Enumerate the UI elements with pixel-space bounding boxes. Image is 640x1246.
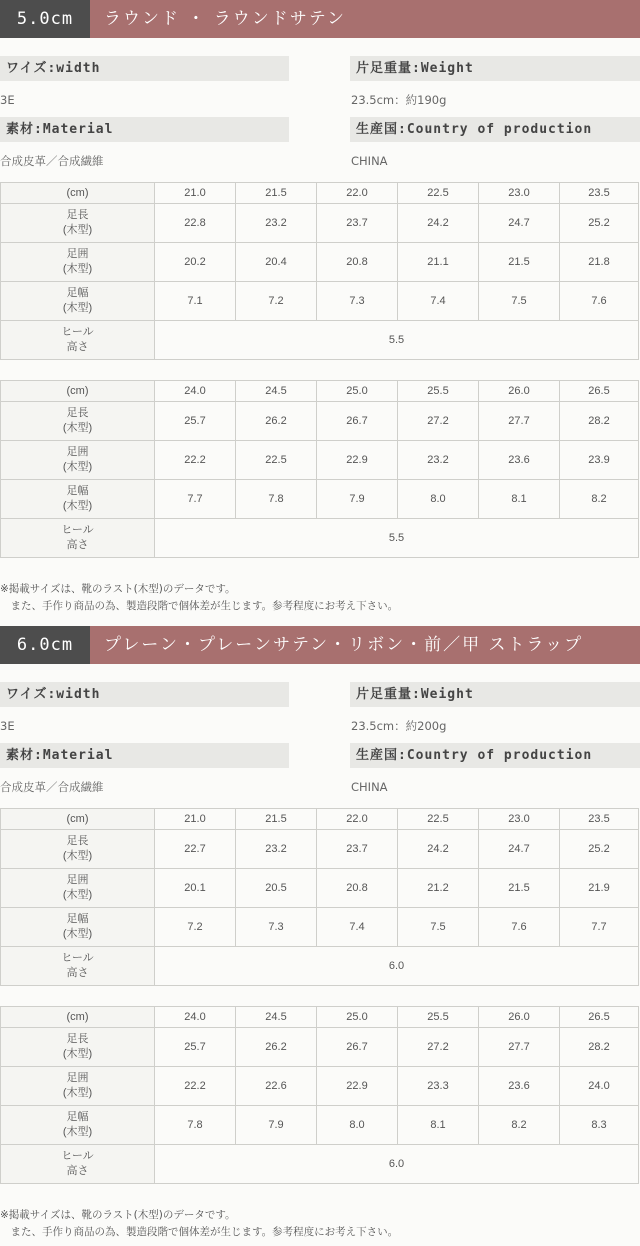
foot-length-row xyxy=(1,830,639,869)
row-label: 足囲 (木型) xyxy=(1,441,155,480)
size-cell: 25.0 xyxy=(317,381,398,402)
heel-height-tag: 5.0cm xyxy=(0,0,90,38)
row-label: 足囲 (木型) xyxy=(1,243,155,282)
weight-value: 23.5cm：約190g xyxy=(351,93,447,107)
value-cell: 27.2 xyxy=(398,402,479,441)
value-cell: 20.1 xyxy=(155,869,236,908)
section-header xyxy=(0,626,640,664)
value-cell: 20.8 xyxy=(317,243,398,282)
size-header-row xyxy=(1,809,639,830)
country-value: CHINA xyxy=(351,780,388,794)
row-label: 足囲 (木型) xyxy=(1,1067,155,1106)
size-cell: 25.0 xyxy=(317,1007,398,1028)
value-cell: 24.2 xyxy=(398,204,479,243)
value-cell: 28.2 xyxy=(560,1028,639,1067)
width-label: ワイズ:width xyxy=(0,682,289,707)
size-note: ※掲載サイズは、靴のラスト(木型)のデータです。 また、手作り商品の為、製造段階で個体差が生じます。参考程度にお考え下さい。 xyxy=(0,1209,399,1238)
size-cell: 22.0 xyxy=(317,183,398,204)
size-cell: 22.5 xyxy=(398,183,479,204)
value-cell: 24.7 xyxy=(479,204,560,243)
size-cell: 21.0 xyxy=(155,183,236,204)
value-cell: 20.8 xyxy=(317,869,398,908)
row-label: ヒール 高さ xyxy=(1,1145,155,1184)
value-cell: 26.7 xyxy=(317,1028,398,1067)
heel-height-value: 5.5 xyxy=(155,321,639,360)
value-cell: 26.2 xyxy=(236,402,317,441)
size-cell: 21.0 xyxy=(155,809,236,830)
size-table xyxy=(0,380,639,558)
size-cell: 25.5 xyxy=(398,381,479,402)
width-label: ワイズ:width xyxy=(0,56,289,81)
heel-height-value: 6.0 xyxy=(155,947,639,986)
value-cell: 7.7 xyxy=(155,480,236,519)
size-table xyxy=(0,1006,639,1184)
size-cell: 26.5 xyxy=(560,381,639,402)
value-cell: 7.6 xyxy=(479,908,560,947)
country-label: 生産国:Country of production xyxy=(350,117,640,142)
value-cell: 20.5 xyxy=(236,869,317,908)
weight-value: 23.5cm：約200g xyxy=(351,719,447,733)
heel-height-value: 6.0 xyxy=(155,1145,639,1184)
unit-cell: (cm) xyxy=(1,809,155,830)
value-cell: 28.2 xyxy=(560,402,639,441)
value-cell: 8.1 xyxy=(479,480,560,519)
value-cell: 8.1 xyxy=(398,1106,479,1145)
value-cell: 21.1 xyxy=(398,243,479,282)
value-cell: 25.7 xyxy=(155,1028,236,1067)
size-cell: 22.0 xyxy=(317,809,398,830)
value-cell: 24.7 xyxy=(479,830,560,869)
heel-height-row xyxy=(1,321,639,360)
size-section xyxy=(0,0,640,620)
value-cell: 23.7 xyxy=(317,830,398,869)
size-table xyxy=(0,182,639,360)
value-cell: 25.2 xyxy=(560,204,639,243)
value-cell: 7.5 xyxy=(398,908,479,947)
width-value: 3E xyxy=(0,93,15,107)
unit-cell: (cm) xyxy=(1,183,155,204)
row-label: 足幅 (木型) xyxy=(1,1106,155,1145)
value-cell: 7.2 xyxy=(236,282,317,321)
value-cell: 7.4 xyxy=(398,282,479,321)
value-cell: 7.3 xyxy=(317,282,398,321)
value-cell: 7.6 xyxy=(560,282,639,321)
value-cell: 7.2 xyxy=(155,908,236,947)
size-cell: 24.5 xyxy=(236,1007,317,1028)
value-cell: 7.7 xyxy=(560,908,639,947)
value-cell: 23.2 xyxy=(398,441,479,480)
value-cell: 8.2 xyxy=(479,1106,560,1145)
foot-length-row xyxy=(1,204,639,243)
value-cell: 24.0 xyxy=(560,1067,639,1106)
value-cell: 26.2 xyxy=(236,1028,317,1067)
size-cell: 26.5 xyxy=(560,1007,639,1028)
foot-girth-row xyxy=(1,869,639,908)
weight-label: 片足重量:Weight xyxy=(350,56,640,81)
country-label: 生産国:Country of production xyxy=(350,743,640,768)
value-cell: 20.2 xyxy=(155,243,236,282)
value-cell: 7.8 xyxy=(236,480,317,519)
row-label: 足長 (木型) xyxy=(1,204,155,243)
size-cell: 26.0 xyxy=(479,381,560,402)
value-cell: 7.8 xyxy=(155,1106,236,1145)
value-cell: 7.9 xyxy=(236,1106,317,1145)
heel-height-value: 5.5 xyxy=(155,519,639,558)
value-cell: 22.7 xyxy=(155,830,236,869)
row-label: 足幅 (木型) xyxy=(1,480,155,519)
value-cell: 23.2 xyxy=(236,204,317,243)
value-cell: 23.6 xyxy=(479,441,560,480)
value-cell: 26.7 xyxy=(317,402,398,441)
section-title: ラウンド ・ ラウンドサテン xyxy=(104,9,346,29)
value-cell: 27.7 xyxy=(479,1028,560,1067)
foot-girth-row xyxy=(1,243,639,282)
heel-height-row xyxy=(1,519,639,558)
value-cell: 24.2 xyxy=(398,830,479,869)
size-cell: 23.5 xyxy=(560,183,639,204)
size-cell: 21.5 xyxy=(236,809,317,830)
size-table xyxy=(0,808,639,986)
value-cell: 23.7 xyxy=(317,204,398,243)
value-cell: 22.2 xyxy=(155,441,236,480)
heel-height-row xyxy=(1,947,639,986)
value-cell: 22.6 xyxy=(236,1067,317,1106)
size-cell: 22.5 xyxy=(398,809,479,830)
material-value: 合成皮革／合成繊維 xyxy=(0,154,104,168)
size-cell: 25.5 xyxy=(398,1007,479,1028)
value-cell: 21.9 xyxy=(560,869,639,908)
foot-girth-row xyxy=(1,441,639,480)
value-cell: 21.2 xyxy=(398,869,479,908)
heel-height-tag: 6.0cm xyxy=(0,626,90,664)
value-cell: 7.4 xyxy=(317,908,398,947)
size-cell: 23.0 xyxy=(479,809,560,830)
row-label: 足囲 (木型) xyxy=(1,869,155,908)
foot-width-row xyxy=(1,908,639,947)
unit-cell: (cm) xyxy=(1,1007,155,1028)
size-cell: 23.5 xyxy=(560,809,639,830)
size-header-row xyxy=(1,1007,639,1028)
value-cell: 7.5 xyxy=(479,282,560,321)
material-label: 素材:Material xyxy=(0,117,289,142)
size-cell: 24.5 xyxy=(236,381,317,402)
foot-girth-row xyxy=(1,1067,639,1106)
country-value: CHINA xyxy=(351,154,388,168)
value-cell: 23.2 xyxy=(236,830,317,869)
row-label: 足長 (木型) xyxy=(1,830,155,869)
material-label: 素材:Material xyxy=(0,743,289,768)
size-section xyxy=(0,626,640,1246)
value-cell: 22.9 xyxy=(317,441,398,480)
value-cell: 22.2 xyxy=(155,1067,236,1106)
weight-label: 片足重量:Weight xyxy=(350,682,640,707)
value-cell: 7.3 xyxy=(236,908,317,947)
value-cell: 7.9 xyxy=(317,480,398,519)
size-cell: 23.0 xyxy=(479,183,560,204)
value-cell: 27.2 xyxy=(398,1028,479,1067)
size-header-row xyxy=(1,183,639,204)
size-header-row xyxy=(1,381,639,402)
value-cell: 8.0 xyxy=(317,1106,398,1145)
foot-length-row xyxy=(1,402,639,441)
size-cell: 24.0 xyxy=(155,381,236,402)
section-header xyxy=(0,0,640,38)
value-cell: 27.7 xyxy=(479,402,560,441)
row-label: 足幅 (木型) xyxy=(1,282,155,321)
foot-width-row xyxy=(1,1106,639,1145)
row-label: 足幅 (木型) xyxy=(1,908,155,947)
row-label: ヒール 高さ xyxy=(1,321,155,360)
value-cell: 22.8 xyxy=(155,204,236,243)
value-cell: 20.4 xyxy=(236,243,317,282)
row-label: ヒール 高さ xyxy=(1,947,155,986)
row-label: ヒール 高さ xyxy=(1,519,155,558)
value-cell: 21.8 xyxy=(560,243,639,282)
size-note: ※掲載サイズは、靴のラスト(木型)のデータです。 また、手作り商品の為、製造段階で個体差が生じます。参考程度にお考え下さい。 xyxy=(0,583,399,612)
foot-length-row xyxy=(1,1028,639,1067)
value-cell: 25.7 xyxy=(155,402,236,441)
width-value: 3E xyxy=(0,719,15,733)
foot-width-row xyxy=(1,282,639,321)
row-label: 足長 (木型) xyxy=(1,402,155,441)
foot-width-row xyxy=(1,480,639,519)
value-cell: 8.3 xyxy=(560,1106,639,1145)
value-cell: 23.3 xyxy=(398,1067,479,1106)
size-cell: 21.5 xyxy=(236,183,317,204)
section-title: プレーン・プレーンサテン・リボン・前／甲 ストラップ xyxy=(104,635,584,655)
heel-height-row xyxy=(1,1145,639,1184)
size-cell: 24.0 xyxy=(155,1007,236,1028)
value-cell: 21.5 xyxy=(479,243,560,282)
value-cell: 7.1 xyxy=(155,282,236,321)
value-cell: 23.9 xyxy=(560,441,639,480)
material-value: 合成皮革／合成繊維 xyxy=(0,780,104,794)
unit-cell: (cm) xyxy=(1,381,155,402)
value-cell: 22.5 xyxy=(236,441,317,480)
value-cell: 23.6 xyxy=(479,1067,560,1106)
value-cell: 25.2 xyxy=(560,830,639,869)
value-cell: 21.5 xyxy=(479,869,560,908)
size-cell: 26.0 xyxy=(479,1007,560,1028)
value-cell: 8.2 xyxy=(560,480,639,519)
value-cell: 8.0 xyxy=(398,480,479,519)
value-cell: 22.9 xyxy=(317,1067,398,1106)
row-label: 足長 (木型) xyxy=(1,1028,155,1067)
